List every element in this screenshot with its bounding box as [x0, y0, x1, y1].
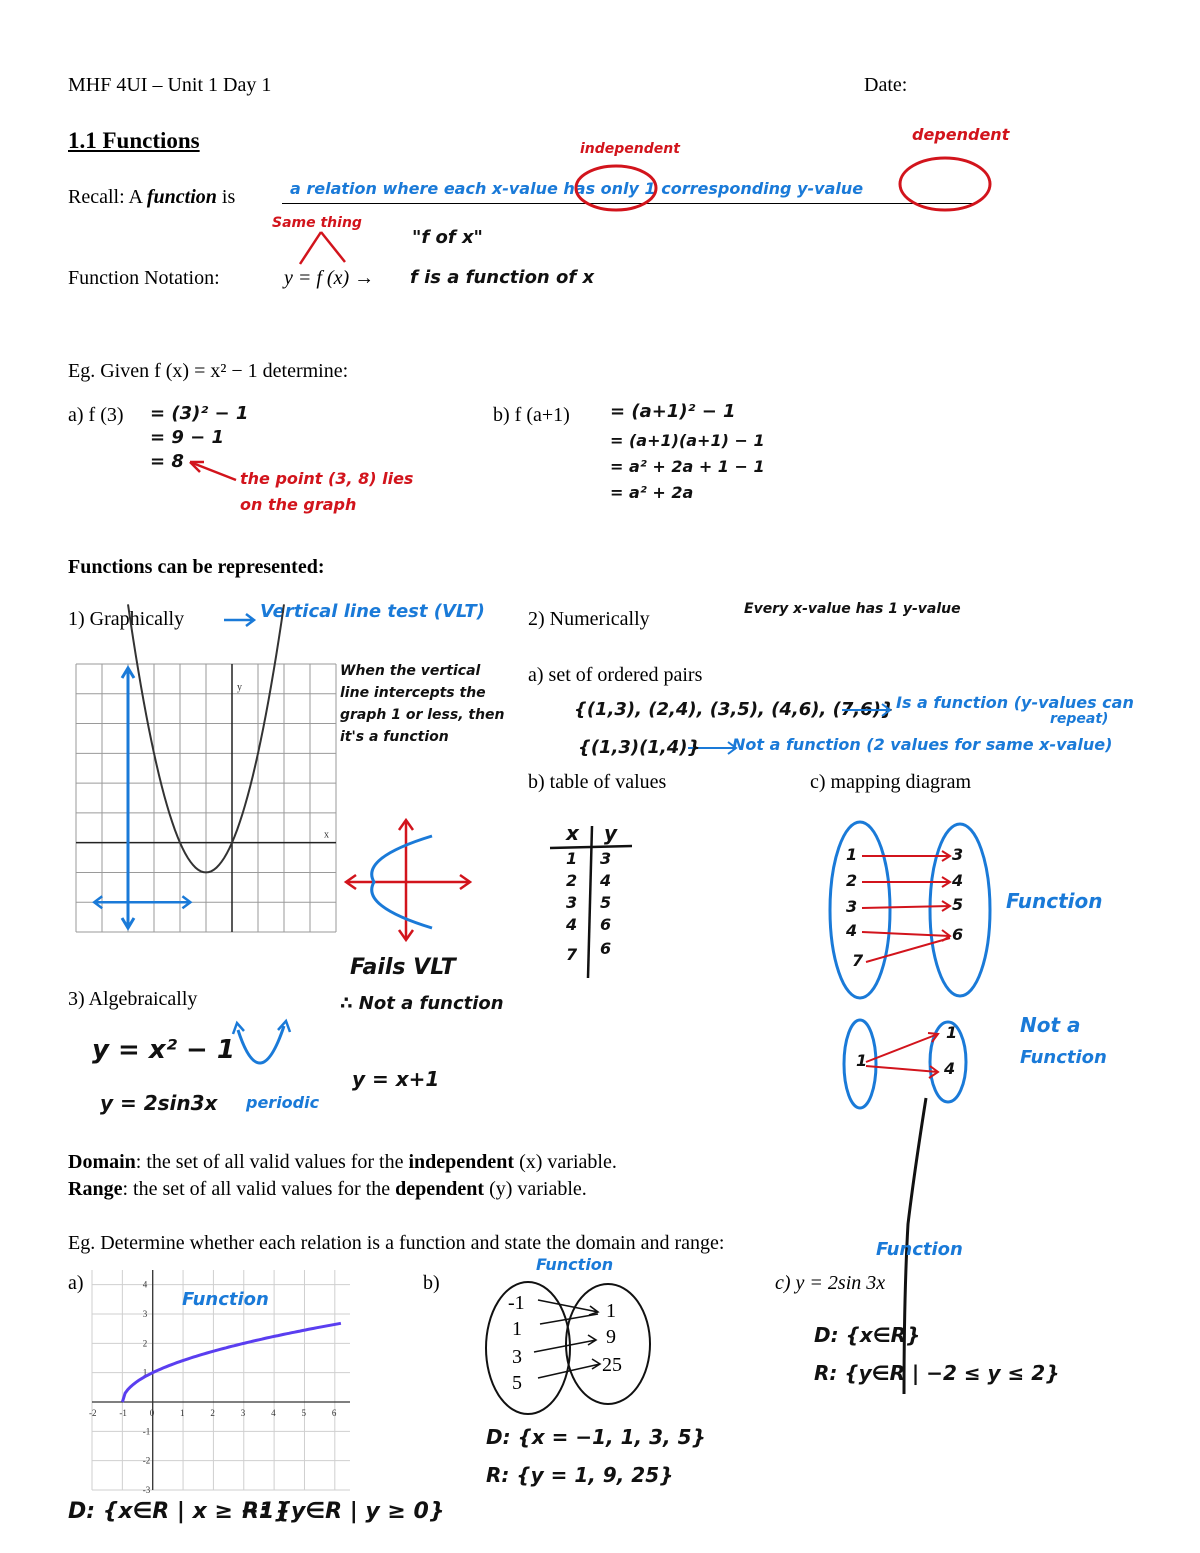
example2-c-range: R: {y∈R | −2 ≤ y ≤ 2} — [814, 1361, 1060, 1385]
pairs-function-note: Is a function (y-values can — [896, 693, 1134, 712]
example1-a-step: = (3)² − 1 — [150, 403, 249, 424]
vlt-explain: When the vertical — [340, 663, 481, 679]
map2-right: 1 — [946, 1023, 958, 1042]
table-lines — [548, 820, 638, 982]
x-tick-label: 1 — [180, 1408, 185, 1418]
example1-b-step: = a² + 2a + 1 − 1 — [610, 457, 765, 476]
mapping-label: c) mapping diagram — [810, 771, 972, 793]
notation-meaning: f is a function of x — [410, 267, 595, 288]
map1-right: 5 — [952, 895, 964, 914]
table-cell-x: 1 — [566, 849, 578, 868]
example2-b-left: -1 — [508, 1292, 525, 1314]
example2-a-range: R: {y∈R | y ≥ 0} — [242, 1499, 445, 1524]
example2-b-label: b) — [423, 1272, 440, 1294]
example1-intro: Eg. Given f (x) = x² − 1 determine: — [68, 360, 349, 382]
y-tick-label: 4 — [142, 1279, 148, 1290]
x-tick-label: 2 — [210, 1408, 215, 1418]
map2-note: Function — [1020, 1047, 1107, 1068]
graphically-label: 1) Graphically — [68, 608, 185, 630]
map1-right: 6 — [952, 925, 964, 944]
table-cell-x: 4 — [566, 915, 578, 934]
alg-eq1: y = x² − 1 — [92, 1035, 235, 1065]
date-label: Date: — [864, 74, 908, 96]
parabola-graph — [76, 664, 336, 932]
numerically-label: 2) Numerically — [528, 608, 650, 630]
parabola-sketch-icon — [230, 1018, 294, 1072]
x-tick-label: 6 — [331, 1408, 337, 1418]
example2-b-right: 25 — [602, 1354, 622, 1376]
pairs-not-function: {(1,3)(1,4)} — [578, 737, 701, 758]
x-tick-label: 0 — [149, 1408, 155, 1418]
table-header-x: x — [566, 821, 579, 845]
x-tick-label: 3 — [240, 1408, 246, 1418]
alg-eq3: y = x+1 — [352, 1067, 440, 1091]
represent-heading: Functions can be represented: — [68, 556, 325, 578]
notation-label: Function Notation: — [68, 267, 220, 289]
map1-right: 4 — [952, 871, 964, 890]
notation-expr: y = f (x) → — [284, 267, 375, 289]
fails-vlt: Fails VLT — [350, 955, 456, 980]
x-tick-label: -1 — [119, 1408, 127, 1418]
table-cell-y: 6 — [600, 939, 612, 958]
pairs-not-note: Not a function (2 values for same x-value) — [732, 735, 1113, 754]
example2-c-label: c) y = 2sin 3x — [775, 1272, 886, 1294]
y-tick-label: 3 — [142, 1309, 148, 1319]
x-tick-label: -2 — [89, 1408, 97, 1418]
example2-a-label: a) — [68, 1272, 84, 1294]
example1-b-step: = a² + 2a — [610, 483, 694, 502]
handwritten-definition: a relation where each x-value has only 1 corresponding y-value — [290, 179, 864, 198]
algebraically-label: 3) Algebraically — [68, 988, 198, 1010]
x-tick-label: 4 — [271, 1408, 276, 1418]
pairs-function-note2: repeat) — [1050, 711, 1109, 727]
y-axis-label: y — [237, 682, 242, 693]
table-cell-x: 3 — [566, 893, 578, 912]
example2-b-range: R: {y = 1, 9, 25} — [486, 1463, 674, 1487]
note-same-thing: Same thing — [272, 215, 362, 231]
table-cell-y: 3 — [600, 849, 612, 868]
x-axis-label: x — [324, 829, 329, 841]
y-tick-label: -2 — [142, 1455, 151, 1466]
numeric-note: Every x-value has 1 y-value — [744, 601, 961, 617]
notation-read: "f of x" — [412, 227, 483, 248]
section-title: 1.1 Functions — [68, 128, 200, 153]
recall-text: Recall: A function is — [68, 186, 236, 208]
vlt-explain: it's a function — [340, 729, 449, 745]
sideways-parabola-sketch — [340, 818, 480, 942]
example2-b-note: Function — [536, 1255, 614, 1274]
table-header-y: y — [604, 821, 618, 845]
alg-eq2-note: periodic — [246, 1093, 320, 1112]
vlt-arrow — [220, 606, 260, 630]
series-line — [122, 1323, 341, 1402]
y-tick-label: -3 — [142, 1485, 151, 1495]
example1-b-label: b) f (a+1) — [493, 404, 570, 426]
example1-a-label: a) f (3) — [68, 404, 124, 426]
example2-b-left: 1 — [512, 1318, 522, 1340]
example2-b-right: 1 — [606, 1300, 616, 1322]
map1-left: 7 — [852, 951, 864, 970]
map1-left: 2 — [846, 871, 858, 890]
table-cell-y: 6 — [600, 915, 612, 934]
note-independent: independent — [580, 141, 680, 157]
example2-c-note: Function — [876, 1239, 963, 1260]
example2-c-domain: D: {x∈R} — [814, 1323, 921, 1347]
example2-b-left: 5 — [512, 1372, 522, 1394]
example1-b-step: = (a+1)² − 1 — [610, 401, 736, 422]
map1-right: 3 — [952, 845, 964, 864]
note-dependent: dependent — [912, 125, 1010, 144]
example1-a-note: on the graph — [240, 495, 357, 514]
map1-left: 4 — [846, 921, 858, 940]
map1-left: 1 — [846, 845, 858, 864]
example1-arrow — [0, 0, 1200, 600]
fails-vlt-conclusion: ∴ Not a function — [340, 993, 504, 1014]
vlt-explain: graph 1 or less, then — [340, 707, 505, 723]
map1-note: Function — [1006, 889, 1103, 913]
table-cell-y: 4 — [600, 871, 612, 890]
map2-left: 1 — [856, 1051, 868, 1070]
example2-b-left: 3 — [512, 1346, 522, 1368]
range-definition: Range: the set of all valid values for the dependent (y) variable. — [68, 1178, 587, 1200]
example2-a-note: Function — [182, 1289, 269, 1310]
alg-eq2: y = 2sin3x — [100, 1091, 218, 1115]
y-tick-label: -1 — [142, 1426, 151, 1437]
ordered-pairs-label: a) set of ordered pairs — [528, 664, 703, 686]
pairs-function: {(1,3), (2,4), (3,5), (4,6), (7,6)} — [574, 699, 894, 720]
map2-note: Not a — [1020, 1013, 1081, 1037]
course-header: MHF 4UI – Unit 1 Day 1 — [68, 74, 272, 96]
example2-b-right: 9 — [606, 1326, 616, 1348]
example1-a-note: the point (3, 8) lies — [240, 469, 414, 488]
domain-definition: Domain: the set of all valid values for the independent (x) variable. — [68, 1151, 617, 1173]
example2-a-domain: D: {x∈R | x ≥ −1} — [68, 1499, 290, 1524]
y-tick-label: 1 — [142, 1367, 148, 1378]
x-tick-label: 5 — [301, 1408, 306, 1418]
example2-intro: Eg. Determine whether each relation is a function and state the domain and range: — [68, 1232, 725, 1254]
table-cell-x: 2 — [566, 871, 578, 890]
example1-a-step: = 8 — [150, 451, 184, 472]
table-cell-y: 5 — [600, 893, 612, 912]
example1-a-step: = 9 − 1 — [150, 427, 225, 448]
vlt-explain: line intercepts the — [340, 685, 486, 701]
table-cell-x: 7 — [566, 945, 578, 964]
example2-b-domain: D: {x = −1, 1, 3, 5} — [486, 1425, 706, 1449]
example2-b-mapping — [480, 1278, 660, 1420]
y-tick-label: 2 — [142, 1338, 148, 1349]
example1-b-step: = (a+1)(a+1) − 1 — [610, 431, 765, 450]
map1-left: 3 — [846, 897, 858, 916]
vlt-note: Vertical line test (VLT) — [260, 601, 485, 622]
table-label: b) table of values — [528, 771, 667, 793]
map2-right: 4 — [944, 1059, 956, 1078]
